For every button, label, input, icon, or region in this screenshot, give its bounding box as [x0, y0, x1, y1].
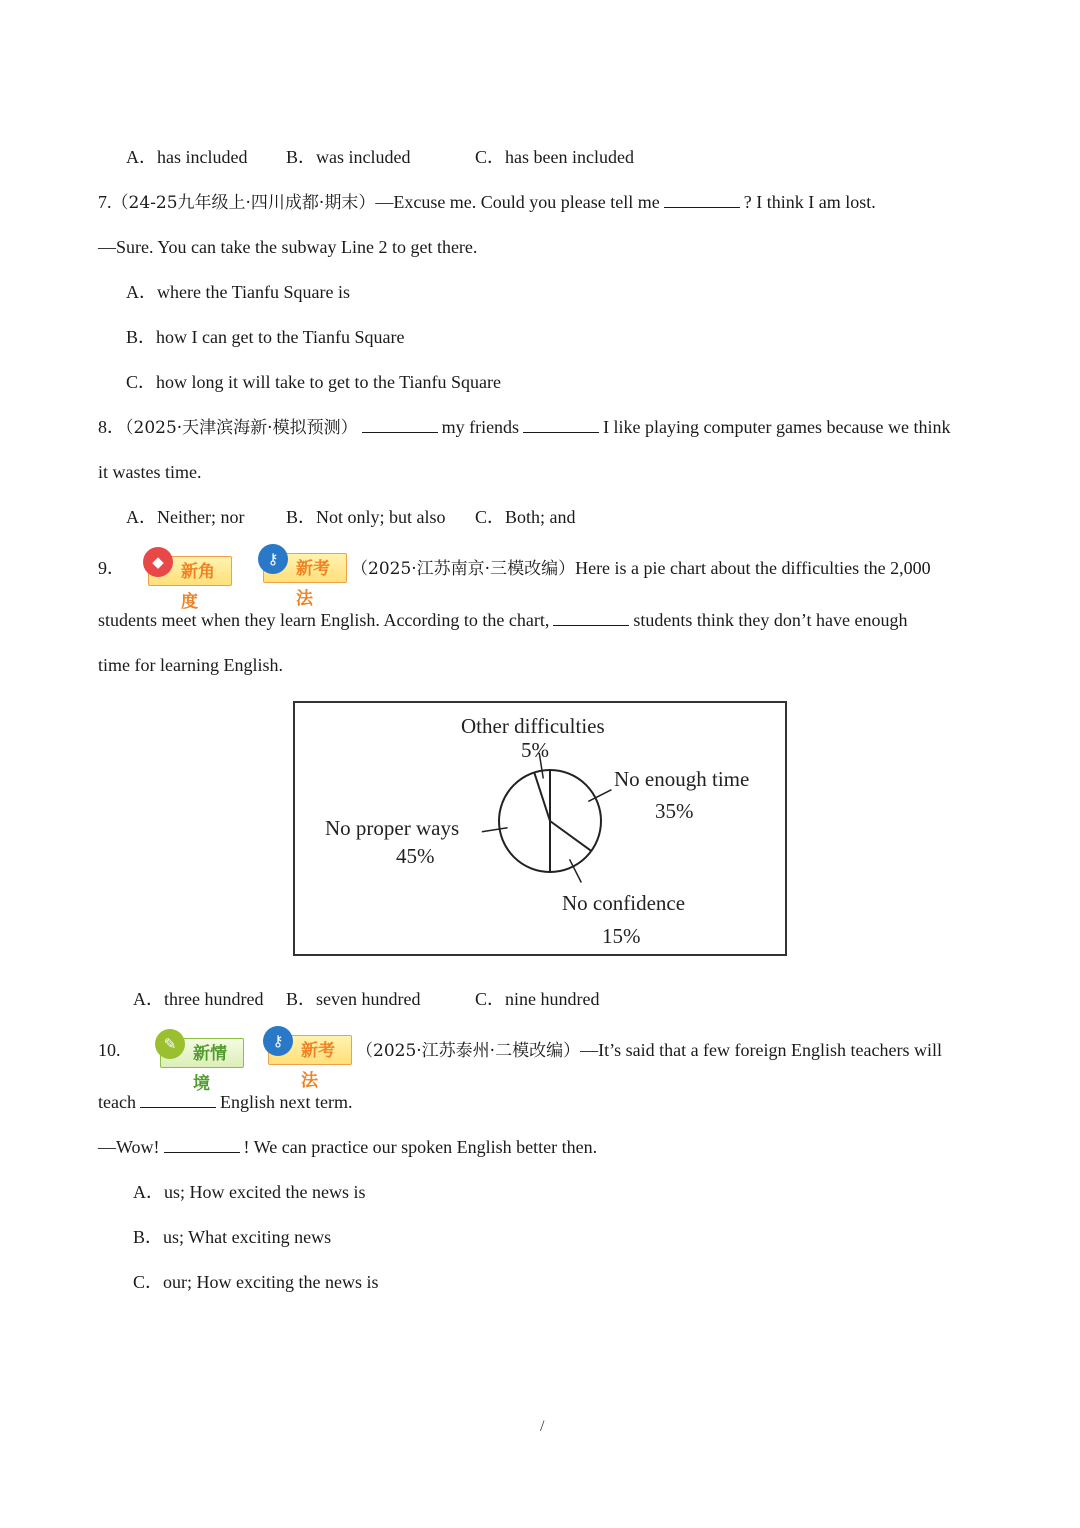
- question-text: ! We can practice our spoken English better then.: [243, 1137, 598, 1157]
- pie-slice-boundary: [534, 772, 550, 821]
- q8-stem: [98, 415, 950, 440]
- answer-blank: [362, 416, 438, 433]
- q10-option-a: A．us; How excited the news is: [133, 1182, 366, 1202]
- q8-option-a: A．Neither; nor: [126, 507, 245, 527]
- q9-stem-2: [98, 608, 908, 632]
- new-method-badge: [263, 550, 347, 609]
- new-angle-badge: [148, 553, 232, 612]
- answer-blank: [664, 191, 740, 208]
- slice-label-other: Other difficulties: [461, 714, 605, 738]
- q8-option-b: B．Not only; but also: [286, 507, 446, 527]
- q7-option-a: A．where the Tianfu Square is: [126, 282, 350, 302]
- question-text: teach: [98, 1092, 136, 1112]
- q7-reply: —Sure. You can take the subway Line 2 to get there.: [98, 237, 478, 257]
- pie-slice-boundary: [550, 821, 591, 851]
- question-text: —Wow!: [98, 1137, 160, 1157]
- q10-option-c: C．our; How exciting the news is: [133, 1272, 379, 1292]
- badge-label: 新考法: [301, 1041, 335, 1091]
- question-text: students meet when they learn English. According to the chart,: [98, 610, 550, 630]
- q9-option-a: A．three hundred: [133, 989, 264, 1009]
- q6-option-c: C．has been included: [475, 147, 634, 167]
- answer-blank: [164, 1136, 240, 1153]
- q6-option-b: B．was included: [286, 147, 411, 167]
- slice-value-other: 5%: [521, 738, 549, 762]
- question-source: （2025·天津滨海新·模拟预测）: [125, 418, 358, 438]
- question-text: I like playing computer games because we think: [603, 417, 951, 437]
- question-source: （2025·江苏南京·三模改编）: [351, 559, 576, 579]
- q10-option-b: B．us; What exciting news: [133, 1227, 332, 1247]
- badge-label: 新情境: [193, 1044, 227, 1094]
- q6-option-a: A．has included: [126, 147, 248, 167]
- q9-options: [133, 987, 599, 1011]
- diamond-icon: ◆: [143, 547, 173, 577]
- question-number: 8．: [98, 417, 125, 437]
- question-text: —It’s said that a few foreign English teachers will: [580, 1040, 942, 1060]
- question-source: （2025·江苏泰州·二模改编）: [356, 1041, 581, 1061]
- q9-option-b: B．seven hundred: [286, 989, 421, 1009]
- question-number: 7.: [98, 192, 112, 212]
- q10-stem-2: [98, 1090, 352, 1114]
- slice-label-proper-ways: No proper ways: [325, 816, 460, 840]
- key-icon: ⚷: [263, 1026, 293, 1056]
- q9-stem-3: time for learning English.: [98, 655, 283, 675]
- q8-options: [126, 505, 576, 529]
- new-method-badge: [268, 1032, 352, 1091]
- slice-value-time: 35%: [655, 799, 694, 823]
- leaf-icon: ✎: [155, 1029, 185, 1059]
- q6-options: [126, 145, 634, 169]
- badge-label: 新角度: [181, 562, 215, 612]
- q8-stem-cont: it wastes time.: [98, 462, 202, 482]
- slice-label-confidence: No confidence: [562, 891, 686, 915]
- q7-option-c: C．how long it will take to get to the Tianfu Square: [126, 372, 501, 392]
- q7-option-b: B．how I can get to the Tianfu Square: [126, 327, 405, 347]
- new-context-badge: [160, 1035, 244, 1094]
- slice-value-proper-ways: 45%: [396, 844, 435, 868]
- key-icon: ⚷: [258, 544, 288, 574]
- page-number: /: [540, 1418, 545, 1435]
- q7-stem: [98, 190, 876, 215]
- question-text: my friends: [441, 417, 520, 437]
- q8-option-c: C．Both; and: [475, 507, 576, 527]
- slice-label-time: No enough time: [614, 767, 750, 791]
- answer-blank: [140, 1091, 216, 1108]
- pie-chart: [293, 701, 787, 956]
- pie-leader-line: [482, 828, 508, 832]
- slice-value-confidence: 15%: [602, 924, 641, 948]
- badge-label: 新考法: [296, 559, 330, 609]
- question-text: Here is a pie chart about the difficulties the 2,000: [575, 558, 931, 578]
- question-text: students think they don’t have enough: [633, 610, 908, 630]
- question-text: —Excuse me. Could you please tell me: [375, 192, 660, 212]
- question-source: （24-25九年级上·四川成都·期末）: [111, 193, 376, 213]
- question-number: 9．: [98, 558, 125, 578]
- q10-stem: [356, 1038, 942, 1063]
- question-number: 10.: [98, 1040, 121, 1060]
- answer-blank: [523, 416, 599, 433]
- q10-stem-3: [98, 1135, 597, 1159]
- q9-option-c: C．nine hundred: [475, 989, 600, 1009]
- question-text: English next term.: [219, 1092, 353, 1112]
- answer-blank: [553, 609, 629, 626]
- q9-stem: [351, 556, 931, 581]
- question-text: ? I think I am lost.: [743, 192, 876, 212]
